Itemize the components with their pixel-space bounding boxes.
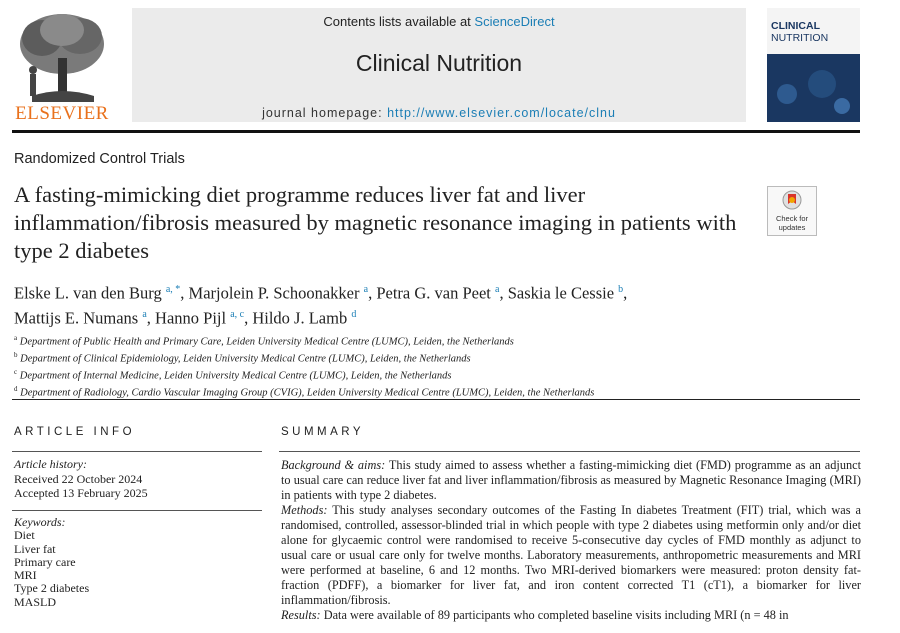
article-section-type: Randomized Control Trials	[14, 151, 185, 167]
affiliation-key: d	[14, 385, 18, 393]
summary-background	[281, 458, 861, 503]
summary-heading: SUMMARY	[281, 426, 365, 438]
cover-artwork	[767, 54, 860, 122]
results-label: Results:	[281, 608, 321, 622]
journal-banner	[132, 8, 746, 122]
cover-title-line1: CLINICAL	[771, 20, 820, 32]
summary-divider	[279, 451, 860, 452]
author-name[interactable]: Saskia le Cessie	[507, 283, 615, 303]
crossmark-label: Check for updates	[775, 214, 809, 232]
author-affiliation-marker[interactable]: d	[351, 308, 357, 320]
affiliation-item	[14, 332, 854, 349]
article-info-heading: ARTICLE INFO	[14, 426, 136, 438]
methods-label: Methods:	[281, 503, 328, 517]
sciencedirect-link[interactable]: ScienceDirect	[474, 14, 555, 29]
author-name[interactable]: Marjolein P. Schoonakker	[188, 283, 360, 303]
keyword-item: MRI	[14, 568, 37, 583]
article-info-divider	[12, 451, 262, 452]
publisher-wordmark: ELSEVIER	[15, 103, 109, 124]
keywords-divider	[12, 510, 262, 511]
summary-body	[281, 458, 861, 623]
section-divider	[12, 399, 860, 400]
crossmark-icon	[782, 190, 802, 212]
homepage-prefix: journal homepage:	[262, 106, 388, 120]
keyword-item: Type 2 diabetes	[14, 581, 90, 596]
contents-availability	[132, 14, 746, 29]
author-name[interactable]: Hanno Pijl	[155, 308, 227, 327]
author-affiliation-marker[interactable]: a	[142, 308, 147, 320]
homepage-link[interactable]: http://www.elsevier.com/locate/clnu	[387, 106, 616, 120]
affiliation-item	[14, 349, 854, 366]
affiliation-text: Department of Radiology, Cardio Vascular Imaging Group (CVIG), Leiden University Medical Centre (LUMC), Leiden, the Netherlands	[20, 387, 595, 399]
cover-title-line2: NUTRITION	[771, 32, 829, 44]
received-date: Received 22 October 2024	[14, 471, 143, 486]
affiliation-list	[14, 332, 854, 400]
journal-cover-thumbnail[interactable]	[767, 8, 860, 122]
keyword-item: Primary care	[14, 554, 76, 569]
author-affiliation-marker[interactable]: b	[618, 284, 624, 295]
background-text: This study aimed to assess whether a fasting-mimicking diet (FMD) programme as an adjunct to usual care can reduce liver fat and liver inflammation/fibrosis as measured by Magnetic Resonance Imaging (MRI) in patients with type 2 diabetes.	[281, 458, 862, 502]
keyword-item: Liver fat	[14, 541, 56, 556]
affiliation-key: a	[14, 334, 18, 342]
author-name[interactable]: Hildo J. Lamb	[252, 308, 348, 327]
journal-homepage	[132, 106, 746, 120]
history-label: Article history:	[14, 457, 87, 471]
methods-text: This study analyses secondary outcomes of the Fasting In diabetes Treatment (FIT) trial, which was a randomised, controlled, assessor-blinded trial in which people with type 2 diabetes using metformin only and/or diet alone for glycaemic control were randomised to receive 5-consecutive day cycles of FMD monthly as adjunct to usual care or usual care only for twelve months. Laboratory measurements, anthropometric measurements and MRI were performed at baseline, 6 and 12 months. Two MRI-derived biomarkers were measured: proton density fat-fraction (PDFF), a biomarker for liver fat, and iron content corrected T1 (cT1), a biomarker for liver inflammation/fibrosis.	[281, 503, 861, 607]
background-label: Background & aims:	[281, 458, 386, 472]
keywords-block	[14, 516, 89, 609]
keyword-item: MASLD	[14, 594, 57, 609]
check-for-updates-button[interactable]	[767, 186, 817, 236]
keyword-item: Diet	[14, 528, 35, 543]
affiliation-item	[14, 383, 854, 400]
article-title: A fasting-mimicking diet programme reduces liver fat and liver inflammation/fibrosis measured by magnetic resonance imaging in patients with type 2 diabetes	[14, 182, 737, 263]
author-name[interactable]: Mattijs E. Numans	[14, 308, 139, 327]
author-list: Elske L. van den Burg $^{a, *}$, Marjolein P. Schoonakker $^a$, Petra G. van Peet $^a$, Saskia le Cessie $^b$, Mattijs E. Numans $^a$, Hanno Pijl $^{a, c}$, Hildo J. Lamb $^d$	[14, 283, 628, 327]
author-name[interactable]: Elske L. van den Burg	[14, 283, 162, 303]
accepted-date: Accepted 13 February 2025	[14, 486, 148, 500]
journal-title: Clinical Nutrition	[355, 50, 523, 76]
author-affiliation-marker[interactable]: a	[363, 284, 369, 295]
affiliation-item	[14, 366, 854, 383]
author-name[interactable]: Petra G. van Peet	[376, 283, 491, 303]
affiliation-text: Department of Internal Medicine, Leiden University Medical Centre (LUMC), Leiden, the Netherlands	[19, 370, 452, 382]
affiliation-key: b	[14, 351, 18, 359]
results-text: Data were available of 89 participants who completed baseline visits including MRI (n = 48 in	[320, 608, 789, 622]
affiliation-text: Department of Clinical Epidemiology, Leiden University Medical Centre (LUMC), Leiden, the Netherlands	[20, 353, 471, 365]
header-divider	[12, 130, 860, 133]
summary-results	[281, 608, 861, 623]
author-affiliation-marker[interactable]: a, c	[230, 308, 245, 320]
summary-methods	[281, 503, 861, 608]
affiliation-text: Department of Public Health and Primary Care, Leiden University Medical Centre (LUMC), Leiden, the Netherlands	[19, 336, 514, 348]
affiliation-key: c	[14, 368, 18, 376]
author-affiliation-marker[interactable]: a, *	[165, 284, 181, 295]
contents-prefix: Contents lists available at	[323, 14, 475, 29]
keywords-label: Keywords:	[14, 515, 66, 529]
author-affiliation-marker[interactable]: a	[495, 284, 500, 295]
article-history	[14, 457, 148, 501]
